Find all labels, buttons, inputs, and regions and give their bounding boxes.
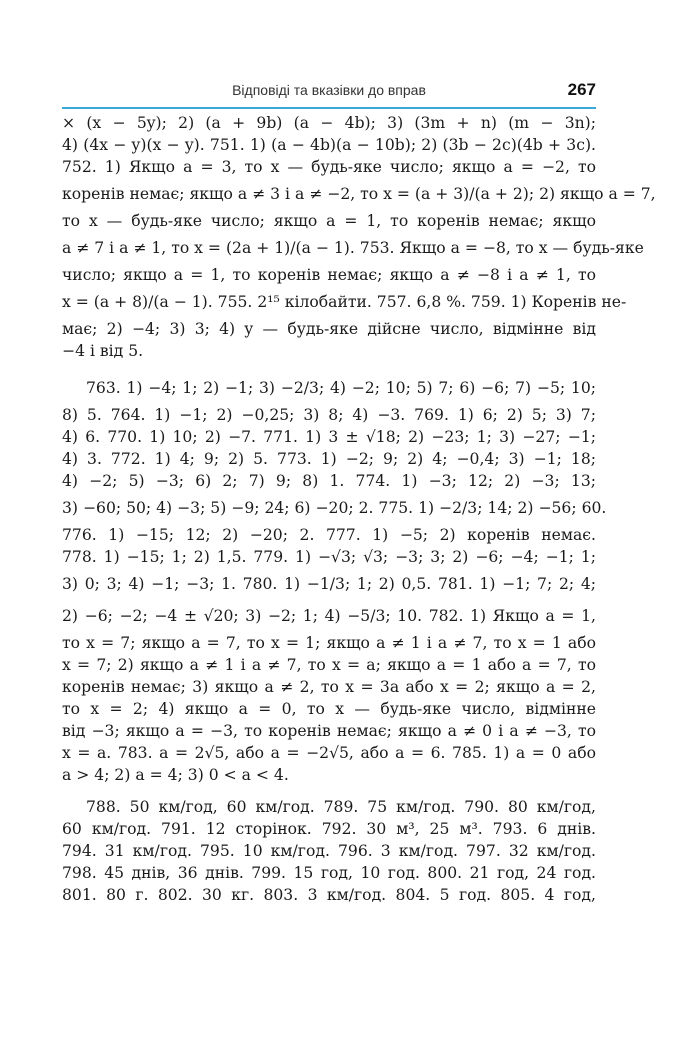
text-line: a ≠ 7 і a ≠ 1, то x = (2a + 1)/(a − 1). 753. Якщо a = −8, то x — будь-яке [62, 239, 644, 257]
text-line: 8) 5. 764. 1) −1; 2) −0,25; 3) 8; 4) −3. 769. 1) 6; 2) 5; 3) 7; [62, 406, 596, 424]
text-line: коренів немає; якщо a ≠ 3 і a ≠ −2, то x = (a + 3)/(a + 2); 2) якщо a = 7, [62, 185, 656, 203]
text-line: то x — будь-яке число; якщо a = 1, то коренів немає; якщо [62, 212, 596, 230]
text-line: 794. 31 км/год. 795. 10 км/год. 796. 3 км/год. 797. 32 км/год. [62, 842, 596, 860]
text-line: 3) −60; 50; 4) −3; 5) −9; 24; 6) −20; 2. 775. 1) −2/3; 14; 2) −56; 60. [62, 499, 607, 517]
page-number: 267 [567, 80, 596, 99]
answers-body [62, 112, 656, 916]
text-line: 798. 45 днів, 36 днів. 799. 15 год, 10 год. 800. 21 год, 24 год. [62, 864, 596, 882]
text-line: то x = 2; 4) якщо a = 0, то x — будь-яке число, відмінне [62, 700, 596, 718]
text-line: 60 км/год. 791. 12 сторінок. 792. 30 м³, 25 м³. 793. 6 днів. [62, 820, 596, 838]
text-line: число; якщо a = 1, то коренів немає; якщо a ≠ −8 і a ≠ 1, то [62, 266, 596, 284]
header-rule [62, 107, 596, 109]
text-line: x = a. 783. a = 2√5, або a = −2√5, або a = 6. 785. 1) a = 0 або [62, 744, 596, 762]
text-line: має; 2) −4; 3) 3; 4) y — будь-яке дійсне число, відмінне від [62, 320, 596, 338]
text-line: × (x − 5y); 2) (a + 9b) (a − 4b); 3) (3m + n) (m − 3n); [62, 114, 596, 132]
page-header [62, 78, 596, 106]
text-line: 4) −2; 5) −3; 6) 2; 7) 9; 8) 1. 774. 1) −3; 12; 2) −3; 13; [62, 472, 596, 490]
text-line: 4) 6. 770. 1) 10; 2) −7. 771. 1) 3 ± √18; 2) −23; 1; 3) −27; −1; [62, 428, 596, 446]
text-line: від −3; якщо a = −3, то коренів немає; якщо a ≠ 0 і a ≠ −3, то [62, 722, 596, 740]
answers-paragraph [62, 112, 656, 362]
text-line: a > 4; 2) a = 4; 3) 0 < a < 4. [62, 766, 289, 784]
text-line: 4) 3. 772. 1) 4; 9; 2) 5. 773. 1) −2; 9; 2) 4; −0,4; 3) −1; 18; [62, 450, 596, 468]
text-line: коренів немає; 3) якщо a ≠ 2, то x = 3a або x = 2; якщо a = 2, [62, 678, 596, 696]
text-line: x = (a + 8)/(a − 1). 755. 2¹⁵ кілобайти. 757. 6,8 %. 759. 1) Коренів не- [62, 293, 627, 311]
text-line: 763. 1) −4; 1; 2) −1; 3) −2/3; 4) −2; 10; 5) 7; 6) −6; 7) −5; 10; [86, 379, 596, 397]
running-title: Відповіді та вказівки до вправ [232, 82, 426, 98]
text-line: 3) 0; 3; 4) −1; −3; 1. 780. 1) −1/3; 1; 2) 0,5. 781. 1) −1; 7; 2; 4; [62, 575, 596, 593]
text-line: 778. 1) −15; 1; 2) 1,5. 779. 1) −√3; √3; −3; 3; 2) −6; −4; −1; 1; [62, 548, 596, 566]
text-line: то x = 7; якщо a = 7, то x = 1; якщо a ≠ 1 і a ≠ 7, то x = 1 або [62, 634, 596, 652]
text-line: 4) (4x − y)(x − y). 751. 1) (a − 4b)(a − 10b); 2) (3b − 2c)(4b + 3c). [62, 136, 596, 154]
text-line: 776. 1) −15; 12; 2) −20; 2. 777. 1) −5; 2) коренів немає. [62, 526, 596, 544]
text-line: 801. 80 г. 802. 30 кг. 803. 3 км/год. 804. 5 год. 805. 4 год, [62, 886, 596, 904]
text-line: x = 7; 2) якщо a ≠ 1 і a ≠ 7, то x = a; якщо a = 1 або a = 7, то [62, 656, 596, 674]
text-line: 752. 1) Якщо a = 3, то x — будь-яке число; якщо a = −2, то [62, 158, 596, 176]
answers-paragraph [62, 372, 607, 786]
text-line: −4 і від 5. [62, 342, 144, 360]
text-line: 788. 50 км/год, 60 км/год. 789. 75 км/год. 790. 80 км/год, [86, 798, 596, 816]
answers-paragraph [62, 796, 596, 906]
text-line: 2) −6; −2; −4 ± √20; 3) −2; 1; 4) −5/3; 10. 782. 1) Якщо a = 1, [62, 607, 596, 625]
